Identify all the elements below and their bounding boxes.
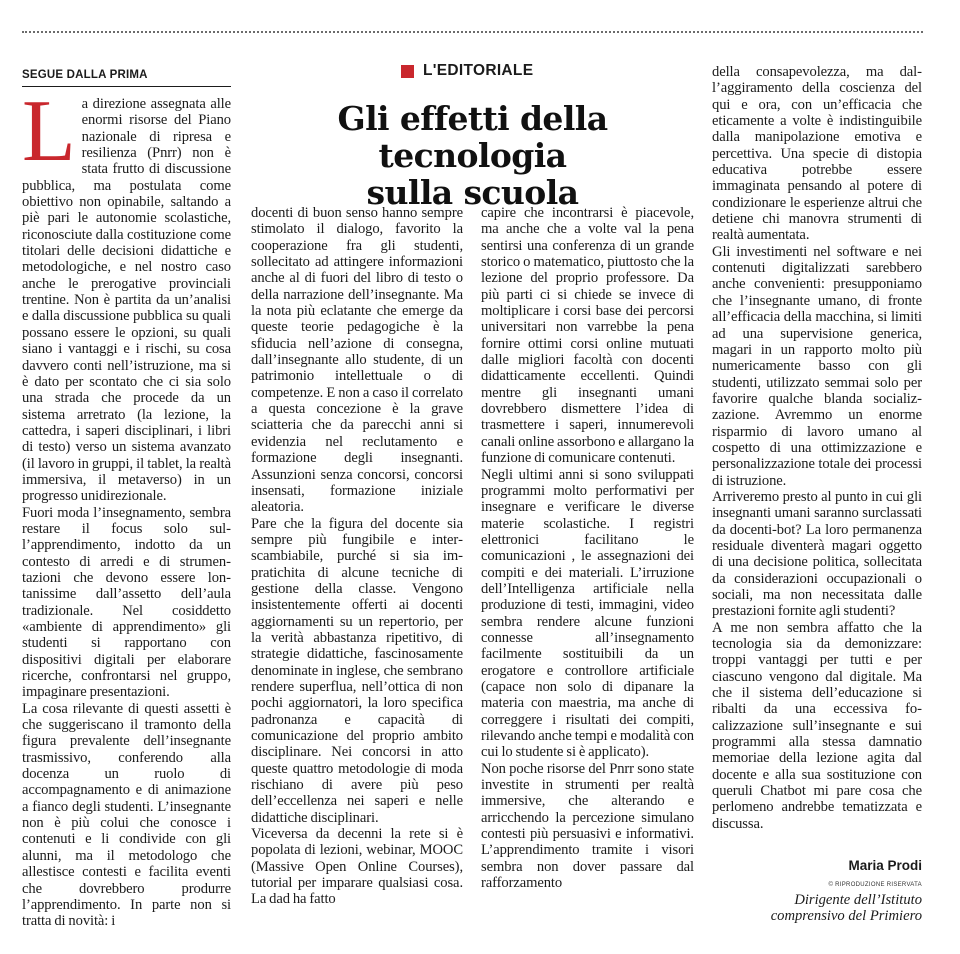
paragraph: La cosa rilevante di questi assetti è che suggeriscano il tramonto della figura prevalente dell’insegnante trasmissivo, conferendo alla docenza un ruolo di accompagnamento e di animazione a fianco degli studenti. L’insegnante non è più colui che conosce i contenuti e li condivide con gli alunni, ma il metodologo che allestisce contesti e facilita eventi che dovrebbero produrre l’apprendimento. In parte non si tratta di novità: i — [22, 700, 231, 930]
paragraph: Viceversa da decenni la rete si è popolata di lezioni, webinar, MOOC (Massive Open Online Courses), tutorial per imparare qualsiasi cosa. La dad ha fatto — [251, 826, 463, 908]
paragraph: a direzione assegnata alle enormi risorse del Piano nazionale di ripresa e resilienza (Pnrr) non è stata frutto di discussione pubblica, ma postulata come obiettivo non opinabile, saltando a piè pari le autonomie scolastiche, riconosciute dalla costituzione come titolari delle decisioni didattiche e metodologiche, e nel nostro caso anche le prerogative provinciali trentine. Non è partita da un’analisi e dalla discussione pubblica su quali possano essere le opzioni, su quali siano i vantaggi e i rischi, su cosa davvero conti nell’istruzione, ma si è dato per scontato che ci sia solo una strada che procede da un sistema arretrato (la lezione, la cattedra, i saperi disciplinari, i libri di testo) verso un sistema avanzato (il lavoro in gruppi, il tablet, la realtà immersiva, il metaverso) in un progresso unidirezionale. — [22, 96, 231, 505]
paragraph: Non poche risorse del Pnrr sono state investite in strumenti per realtà immersive, che alterando e arricchendo la percezione simulano contesti più persuasivi e informativi. L’apprendimento tramite i visori sembra non dover passare dal rafforzamento — [481, 760, 694, 892]
author-role-line-2: comprensivo del Primiero — [770, 908, 922, 925]
headline-line-1: Gli effetti della tecnologia — [337, 99, 608, 175]
kicker-rule — [22, 86, 231, 87]
author-name: Maria Prodi — [848, 858, 922, 873]
author-role-line-1: Dirigente dell’Istituto — [794, 892, 922, 908]
paragraph: Fuori moda l’insegnamento, sembra restare il focus solo sull’apprendimento, indotto da un contesto di arredi e di strumentazioni che devono essere lontanissime dall’assetto dell’aula tradizionale. Nel cosiddetto «ambiente di apprendimento» gli studenti si rapportano con dispositivi digitali per elaborare ricerche, confrontarsi nel gruppo, impaginare presentazioni. — [22, 504, 231, 701]
headline-line-2: sulla scuola — [366, 173, 579, 212]
kicker-label: SEGUE DALLA PRIMA — [22, 69, 148, 81]
paragraph: della consapevolezza, ma dall’aggiramento della coscienza del qui e ora, con un’efficacia che eticamente a volte è indistinguibile dalla manipolazione emotiva e percettiva. Una specie di distopia educativa potrebbe essere immaginata pensando al potere di condizionare le esperienze altrui che detiene chi manovra strumenti di realtà aumentata. — [712, 64, 922, 244]
drop-cap: L — [22, 96, 76, 180]
column-1 — [22, 96, 231, 930]
paragraph: docenti di buon senso hanno sempre stimolato il dialogo, favorito la cooperazione fra gli studenti, sollecitato ad attingere informazioni anche al di fuori del libro di testo o della narrazione dell’insegnante. Ma la nota più eclatante che emerge da queste teorie pedagogiche è la sfiducia nell’azione di consegna, dall’insegnante allo studente, di un patrimonio intellettuale o di competenze. E non a caso il correlato a questa concezione è la grave sciatteria che da parecchi anni si evidenzia nel reclutamento e formazione degli insegnanti. Assunzioni senza concorsi, concorsi insensati, formazione iniziale aleatoria. — [251, 205, 463, 516]
top-dotted-rule — [22, 31, 923, 33]
paragraph: capire che incontrarsi è piacevole, ma anche che a volte val la pena sentirsi una conferenza di un grande storico o matematico, piuttosto che la lezione del proprio professore. Da più parti ci si chiede se invece di moltiplicare i corsi base dei percorsi universitari non varrebbe la pena fornire ottimi corsi online mutuati dalle migliori facoltà con docenti didatticamente eccellenti. Quindi mentre gli insegnanti umani dovrebbero dismettere l’idea di trasmettere i saperi, innumerevoli canali online assorbono e allargano la funzione di comunicare contenuti. — [481, 205, 694, 467]
paragraph: Gli investimenti nel software e nei contenuti digitalizzati sarebbero anche convenienti: presupponiamo che l’insegnante umano, di fronte all’efficacia della macchina, si limiti ad una supervisione generica, magari in un rapporto molto più numericamente basso con gli studenti, utilizzato semmai solo per favorire qualche blanda socializzazione. Avremmo un enorme risparmio di lavoro umano al cospetto di una ottimizzazione e personalizzazione totale dei processi di istruzione. — [712, 243, 922, 489]
column-3 — [481, 205, 694, 891]
paragraph: Pare che la figura del docente sia sempre più fungibile e interscambiabile, purché si sia impratichita di alcune tecniche di gestione della classe. Vengono insistentemente offerti ai docenti aggiornamenti su un repertorio, per la verità abbastanza ripetitivo, di strategie didattiche, fascinosamente denominate in inglese, che sembrano rendere superflua, nell’ottica di non pochi aggiornatori, la loro specifica padronanza e capacità di comunicazione del proprio ambito disciplinare. Nei concorsi in atto queste quattro metodologie di moda rischiano di avere più peso dell’eccellenza nei saperi e nelle didattiche disciplinari. — [251, 515, 463, 826]
rights-notice: © RIPRODUZIONE RISERVATA — [828, 882, 922, 888]
column-4 — [712, 64, 922, 856]
author-role — [712, 892, 922, 925]
section-label — [401, 62, 533, 80]
paragraph: Arriveremo presto al punto in cui gli insegnanti umani saranno surclassati da docenti-bot? La loro permanenza residuale diventerà magari oggetto di una decisione politica, sollecitata da considerazioni occupazionali o sociali, ma non necessitata dalle prestazioni fornite agli studenti? — [712, 488, 922, 620]
paragraph: Negli ultimi anni si sono sviluppati programmi molto performativi per insegnare e verificare le diverse materie scolastiche. I registri elettronici facilitano le comunicazioni , le assegnazioni dei compiti e dei materiali. L’irruzione dell’Intelligenza artificiale nella produzione di testi, immagini, video sembra rendere alcune funzioni connesse all’insegnamento facilmente sostituibili da un erogatore e controllore artificiale (capace non solo di dipanare la materia con maestria, ma anche di correggere i risultati dei compiti, rilevando anche tempi e modalità con cui lo studente si è applicato). — [481, 466, 694, 761]
headline — [251, 100, 694, 211]
red-square-icon — [401, 65, 414, 78]
section-label-text: L'EDITORIALE — [423, 62, 534, 79]
paragraph: A me non sembra affatto che la tecnologia sia da demonizzare: troppi vantaggi per tutti e per ciascuno vengono dal digitale. Ma che il sistema dell’educazione si ribalti da una eccessiva focalizzazione sull’insegnante e sui programmi alla stessa damnatio memoriae della lezione agita dal docente e alla sua sostituzione con queruli Chatbot mi pare cosa che perlomeno andrebbe tematizzata e discussa. — [712, 619, 922, 832]
column-2 — [251, 205, 463, 908]
